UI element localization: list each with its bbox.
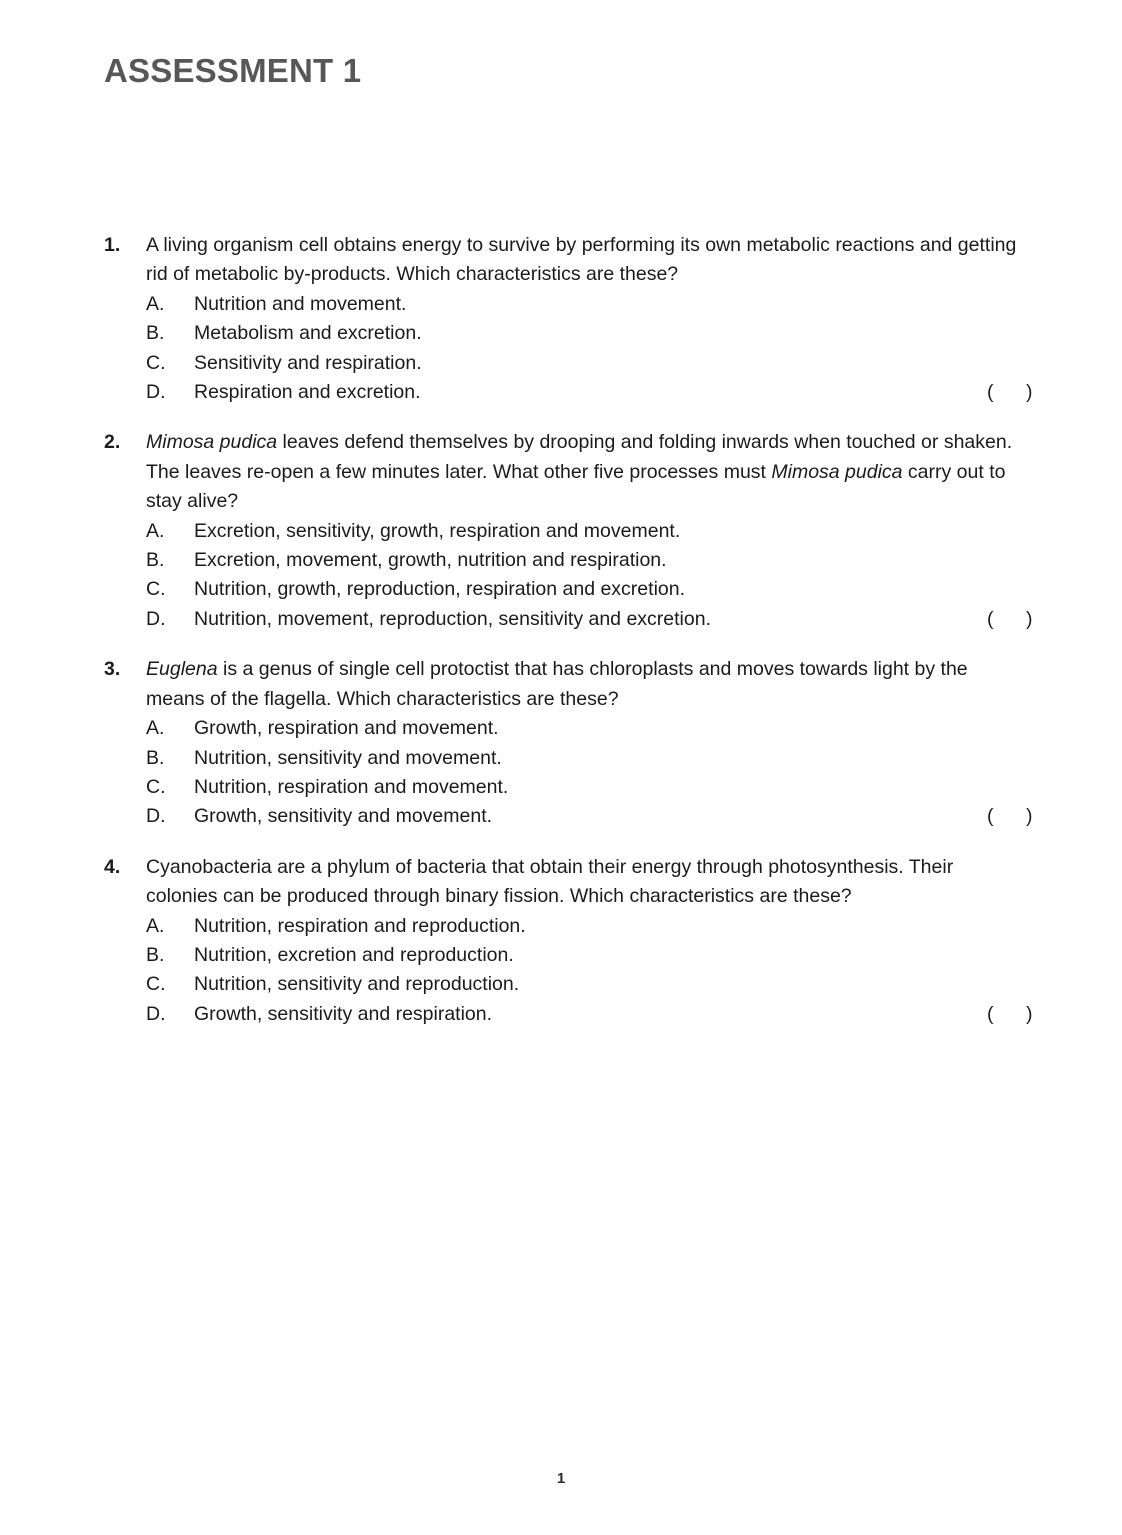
question [104,231,1033,407]
option-row[interactable] [146,319,1024,348]
option-text: Growth, sensitivity and movement. [194,805,493,828]
option-text: Excretion, movement, growth, nutrition and respiration. [194,549,667,572]
stem-text-run: carry out to stay alive? [146,460,1006,513]
option-text: Respiration and excretion. [194,381,421,404]
answer-bracket[interactable]: ( ) [987,607,1033,630]
option-text: Nutrition, sensitivity and reproduction. [194,973,520,996]
option-letter: A. [146,914,165,937]
question-stem [146,231,1024,290]
question-body [146,655,1033,831]
option-text: Nutrition, sensitivity and movement. [194,746,502,769]
stem-italic-run: Euglena [146,658,218,681]
page-number: 1 [556,1470,566,1487]
option-text: Nutrition, respiration and movement. [194,775,509,798]
question-body [146,428,1033,634]
question-number: 3. [104,658,121,681]
option-row[interactable] [146,802,1033,831]
option-letter: B. [146,322,165,345]
stem-italic-run: Mimosa pudica [771,460,903,483]
option-text: Nutrition, excretion and reproduction. [194,943,514,966]
stem-italic-run: Mimosa pudica [146,431,278,454]
question [104,655,1033,831]
stem-text-run: A living organism cell obtains energy to survive by performing its own metabolic reactions and getting rid of metabolic by-products. Which characteristics are these? [146,234,1017,286]
question-number: 4. [104,855,121,878]
option-letter: B. [146,549,165,572]
option-row[interactable] [146,290,1024,319]
option-list [146,714,1033,832]
option-text: Growth, sensitivity and respiration. [194,1002,493,1025]
option-letter: C. [146,973,166,996]
option-list [146,912,1033,1030]
stem-text-run: Cyanobacteria are a phylum of bacteria that obtain their energy through photosynthesis. Their colonies can be produced through binary fission. Which characteristics are these? [146,855,954,908]
option-text: Nutrition, movement, reproduction, sensitivity and excretion. [194,607,711,630]
option-row[interactable] [146,378,1033,407]
option-row[interactable] [146,517,1024,546]
option-row[interactable] [146,605,1033,634]
option-row[interactable] [146,1000,1033,1029]
option-row[interactable] [146,941,1024,970]
option-letter: C. [146,351,166,374]
stem-text-run: is a genus of single cell protoctist that has chloroplasts and moves towards light by the means of the flagella. Which characteristics are these? [146,658,968,710]
question-list [104,231,1033,1029]
option-row[interactable] [146,546,1024,575]
question [104,428,1033,634]
option-letter: D. [146,381,166,404]
option-list [146,290,1033,408]
option-letter: A. [146,717,165,740]
question [104,853,1033,1029]
question-body [146,231,1033,407]
option-row[interactable] [146,970,1024,999]
answer-bracket[interactable]: ( ) [987,381,1033,404]
question-number: 2. [104,431,121,454]
stem-text-run: leaves defend themselves by drooping and folding inwards when touched or shaken. The leaves re-open a few minutes later. What other five processes must [146,431,1013,483]
option-text: Growth, respiration and movement. [194,717,499,740]
option-letter: B. [146,943,165,966]
option-text: Nutrition, respiration and reproduction. [194,914,526,937]
question-stem [146,428,1024,516]
option-row[interactable] [146,349,1024,378]
option-row[interactable] [146,714,1024,743]
option-text: Nutrition and movement. [194,292,407,315]
option-letter: A. [146,292,165,315]
option-letter: A. [146,519,165,542]
option-row[interactable] [146,773,1024,802]
option-list [146,517,1033,635]
option-text: Metabolism and excretion. [194,322,422,345]
option-letter: D. [146,607,166,630]
option-text: Excretion, sensitivity, growth, respiration and movement. [194,519,681,542]
option-text: Nutrition, growth, reproduction, respiration and excretion. [194,578,686,601]
option-letter: B. [146,746,165,769]
answer-bracket[interactable]: ( ) [987,1002,1033,1025]
option-row[interactable] [146,912,1024,941]
question-number: 1. [104,234,121,256]
option-row[interactable] [146,744,1024,773]
answer-bracket[interactable]: ( ) [987,805,1033,828]
option-text: Sensitivity and respiration. [194,351,422,374]
option-letter: D. [146,805,166,828]
question-stem [146,853,1024,912]
option-letter: D. [146,1002,166,1025]
option-letter: C. [146,775,166,798]
question-stem [146,655,1024,714]
question-body [146,853,1033,1029]
option-letter: C. [146,578,166,601]
page-title: ASSESSMENT 1 [104,52,362,89]
option-row[interactable] [146,575,1024,604]
